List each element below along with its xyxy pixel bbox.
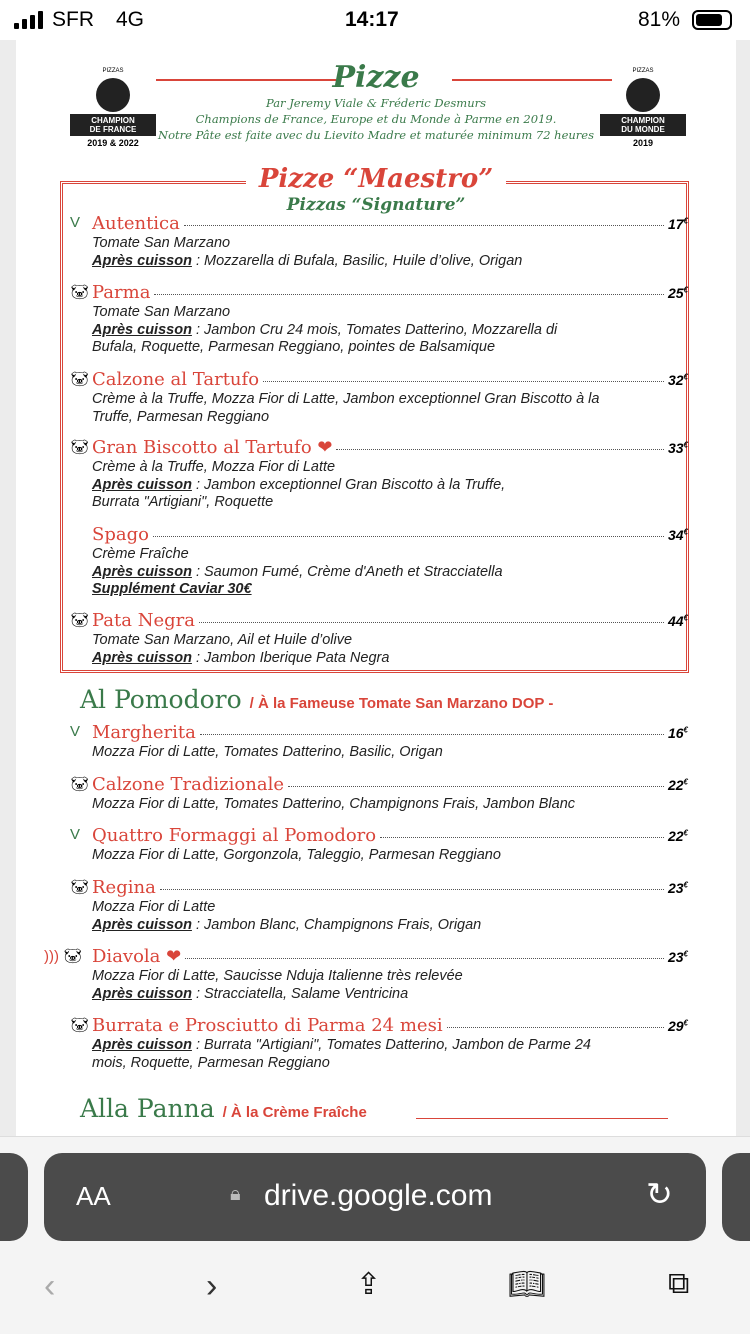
forward-icon[interactable]: › bbox=[206, 1267, 218, 1305]
description-text: Bufala, Roquette, Parmesan Reggiano, pointes de Balsamique bbox=[92, 339, 496, 355]
item-name: Regina bbox=[92, 877, 156, 898]
dot-leader bbox=[263, 381, 664, 382]
battery-icon bbox=[692, 10, 732, 30]
item-description bbox=[92, 459, 688, 477]
description-text: Crème à la Truffe, Mozza Fior di Latte bbox=[92, 459, 336, 475]
menu-item bbox=[70, 213, 688, 270]
badge-top: PIZZAS bbox=[102, 68, 124, 74]
network: 4G bbox=[116, 8, 145, 31]
tabs-icon[interactable]: ⧉ bbox=[668, 1267, 690, 1300]
menu-item bbox=[70, 1015, 688, 1072]
pork-icon: 🐷︎ bbox=[70, 284, 90, 301]
share-icon[interactable]: ⇪ bbox=[356, 1268, 382, 1301]
item-name: Gran Biscotto al Tartufo ❤ bbox=[92, 437, 333, 458]
description-text: Mozza Fior di Latte, Saucisse Nduja Italienne très relevée bbox=[92, 968, 463, 984]
price-value: 32 bbox=[667, 372, 684, 388]
dot-leader bbox=[380, 837, 664, 838]
after-cooking-label: Après cuisson bbox=[92, 321, 192, 338]
currency: € bbox=[683, 613, 688, 623]
previous-tab-pill[interactable] bbox=[0, 1153, 28, 1241]
badge-top: PIZZAS bbox=[632, 68, 654, 74]
pork-icon: 🐷︎ bbox=[70, 776, 90, 793]
next-tab-pill[interactable] bbox=[722, 1153, 750, 1241]
item-price bbox=[668, 372, 688, 388]
section-name: Al Pomodoro bbox=[80, 685, 242, 714]
item-name: Margherita bbox=[92, 722, 196, 743]
currency: € bbox=[683, 285, 688, 295]
currency: € bbox=[683, 880, 688, 890]
currency: € bbox=[683, 828, 688, 838]
description-text: Tomate San Marzano, Ail et Huile d’olive bbox=[92, 632, 353, 648]
description-text: : Jambon Cru 24 mois, Tomates Datterino, Mozzarella di bbox=[191, 321, 558, 338]
section-title-panna bbox=[80, 1094, 367, 1123]
item-name: Quattro Formaggi al Pomodoro bbox=[92, 825, 377, 846]
item-description bbox=[92, 494, 688, 512]
description-text: Burrata "Artigiani", Roquette bbox=[92, 494, 274, 510]
after-cooking-label: Après cuisson bbox=[92, 985, 192, 1002]
badge-text: DU MONDE bbox=[621, 125, 665, 134]
section-title-maestro: Pizze “Maestro” bbox=[258, 164, 494, 194]
item-price bbox=[668, 777, 688, 793]
price-value: 22 bbox=[667, 828, 684, 844]
section-subtitle-maestro: Pizzas “Signature” bbox=[286, 195, 466, 215]
item-description bbox=[92, 235, 688, 253]
item-name: Burrata e Prosciutto di Parma 24 mesi bbox=[92, 1015, 443, 1036]
price-value: 22 bbox=[667, 777, 684, 793]
item-price bbox=[668, 216, 688, 232]
dot-leader bbox=[153, 536, 664, 537]
item-name: Calzone Tradizionale bbox=[92, 774, 284, 795]
section-subtitle: / À la Fameuse Tomate San Marzano DOP - bbox=[249, 695, 554, 712]
item-description bbox=[92, 304, 688, 322]
item-price bbox=[668, 880, 688, 896]
description-text: : Jambon exceptionnel Gran Biscotto à la Truffe, bbox=[191, 476, 506, 493]
price-value: 44 bbox=[667, 613, 684, 629]
item-description bbox=[92, 1037, 688, 1055]
description-text: : Burrata "Artigiani", Tomates Datterino, Jambon de Parme 24 bbox=[191, 1037, 591, 1053]
item-price bbox=[668, 285, 688, 301]
item-description bbox=[92, 744, 688, 762]
description-text: : Jambon Blanc, Champignons Frais, Origan bbox=[191, 916, 482, 933]
item-description bbox=[92, 1055, 688, 1073]
description-text: Mozza Fior di Latte, Tomates Datterino, Champignons Frais, Jambon Blanc bbox=[92, 796, 576, 812]
menu-item bbox=[70, 610, 688, 667]
reload-icon[interactable]: ↻ bbox=[646, 1176, 673, 1212]
section-subtitle: / À la Crème Fraîche bbox=[222, 1104, 367, 1121]
description-text: Tomate San Marzano bbox=[92, 235, 231, 251]
badge-year: 2019 & 2022 bbox=[87, 138, 139, 148]
dot-leader bbox=[200, 734, 664, 735]
after-cooking-label: Après cuisson bbox=[92, 563, 192, 580]
currency: € bbox=[683, 725, 688, 735]
description-text: : Saumon Fumé, Crème d'Aneth et Stracciatella bbox=[191, 563, 503, 580]
vegetarian-icon: V bbox=[70, 214, 81, 231]
spicy-icon: ))) bbox=[44, 948, 59, 965]
reader-text-size-button[interactable]: AA bbox=[76, 1181, 111, 1211]
currency: € bbox=[683, 216, 688, 226]
item-description bbox=[92, 253, 688, 271]
item-description bbox=[92, 986, 688, 1004]
status-bar bbox=[0, 0, 750, 40]
after-cooking-label: Supplément Caviar 30€ bbox=[92, 581, 252, 597]
menu-item bbox=[70, 774, 688, 814]
pork-icon: ))) 🐷︎ bbox=[44, 948, 83, 965]
description-text: : Mozzarella di Bufala, Basilic, Huile d’olive, Origan bbox=[191, 252, 523, 269]
item-price bbox=[668, 949, 688, 965]
description-text: Truffe, Parmesan Reggiano bbox=[92, 408, 270, 425]
item-description bbox=[92, 564, 688, 582]
after-cooking-label: Après cuisson bbox=[92, 252, 192, 269]
price-value: 33 bbox=[667, 440, 684, 456]
price-value: 17 bbox=[667, 216, 684, 232]
currency: € bbox=[683, 949, 688, 959]
item-name: Parma bbox=[92, 282, 151, 303]
item-name: Spago bbox=[92, 524, 149, 545]
pork-icon: 🐷︎ bbox=[70, 1017, 90, 1034]
item-description bbox=[92, 968, 688, 986]
pork-icon: 🐷︎ bbox=[70, 371, 90, 388]
item-description bbox=[92, 391, 688, 409]
description-text: Tomate San Marzano bbox=[92, 304, 231, 320]
item-description bbox=[92, 322, 688, 340]
dot-leader bbox=[199, 622, 664, 623]
dot-leader bbox=[160, 889, 664, 890]
vegetarian-icon: V bbox=[70, 723, 81, 740]
back-icon[interactable]: ‹ bbox=[44, 1267, 56, 1305]
badge-text: CHAMPION bbox=[621, 116, 665, 125]
signal-icon bbox=[14, 11, 43, 29]
item-description bbox=[92, 650, 688, 668]
divider bbox=[416, 1118, 668, 1119]
section-name: Alla Panna bbox=[80, 1094, 215, 1123]
vegetarian-icon: V bbox=[70, 826, 81, 843]
badge-year: 2019 bbox=[632, 138, 654, 148]
carrier: SFR bbox=[52, 8, 94, 31]
section-title-pomodoro bbox=[80, 685, 553, 714]
item-price bbox=[668, 1018, 688, 1034]
price-value: 29 bbox=[667, 1018, 684, 1034]
item-description bbox=[92, 917, 688, 935]
after-cooking-label: Après cuisson bbox=[92, 916, 192, 933]
pork-icon: 🐷︎ bbox=[70, 612, 90, 629]
dot-leader bbox=[288, 786, 664, 787]
pork-icon: 🐷︎ bbox=[70, 879, 90, 896]
after-cooking-label: Après cuisson bbox=[92, 1037, 192, 1053]
time: 14:17 bbox=[345, 8, 399, 31]
item-price bbox=[668, 828, 688, 844]
description-text: : Jambon Iberique Pata Negra bbox=[191, 649, 390, 666]
item-description bbox=[92, 581, 688, 599]
subtitle: Notre Pâte est faite avec du Lievito Madre et maturée minimum 72 heures bbox=[158, 128, 594, 142]
price-value: 23 bbox=[667, 949, 684, 965]
menu-item bbox=[70, 722, 688, 762]
description-text: Mozza Fior di Latte bbox=[92, 899, 216, 915]
dot-leader bbox=[185, 958, 664, 959]
pork-icon: 🐷︎ bbox=[70, 439, 90, 456]
menu-item bbox=[70, 369, 688, 426]
after-cooking-label: Après cuisson bbox=[92, 649, 192, 666]
item-description bbox=[92, 409, 688, 427]
bookmarks-icon[interactable]: 📖︎ bbox=[508, 1268, 547, 1301]
item-price bbox=[668, 527, 688, 543]
currency: € bbox=[683, 527, 688, 537]
price-value: 25 bbox=[667, 285, 684, 301]
description-text: Mozza Fior di Latte, Tomates Datterino, Basilic, Origan bbox=[92, 744, 443, 760]
currency: € bbox=[683, 440, 688, 450]
item-description bbox=[92, 796, 688, 814]
description-text: Crème à la Truffe, Mozza Fior di Latte, Jambon exceptionnel Gran Biscotto à la bbox=[92, 391, 600, 407]
after-cooking-label: Après cuisson bbox=[92, 476, 192, 493]
item-price bbox=[668, 613, 688, 629]
dot-leader bbox=[154, 294, 664, 295]
subtitle: Par Jeremy Viale & Fréderic Desmurs bbox=[265, 96, 487, 110]
browser-toolbar bbox=[0, 1136, 750, 1334]
menu-item bbox=[70, 282, 688, 357]
currency: € bbox=[683, 1018, 688, 1028]
menu-item bbox=[70, 437, 688, 512]
price-value: 16 bbox=[667, 725, 684, 741]
dot-leader bbox=[184, 225, 664, 226]
item-name: Diavola ❤ bbox=[92, 946, 182, 967]
menu-item bbox=[70, 877, 688, 934]
item-name: Pata Negra bbox=[92, 610, 195, 631]
dot-leader bbox=[336, 449, 663, 450]
currency: € bbox=[683, 777, 688, 787]
url-text[interactable]: drive.google.com bbox=[264, 1179, 493, 1212]
menu-item bbox=[92, 524, 688, 599]
menu-document bbox=[16, 40, 736, 1140]
price-value: 34 bbox=[667, 527, 684, 543]
badge-text: CHAMPION bbox=[91, 116, 135, 125]
item-description bbox=[92, 899, 688, 917]
description-text: Mozza Fior di Latte, Gorgonzola, Taleggio, Parmesan Reggiano bbox=[92, 847, 501, 863]
lock-icon: 🔒︎ bbox=[230, 1183, 241, 1205]
item-price bbox=[668, 440, 688, 456]
badge-text: DE FRANCE bbox=[89, 125, 137, 134]
price-value: 23 bbox=[667, 880, 684, 896]
item-description bbox=[92, 477, 688, 495]
item-description bbox=[92, 339, 688, 357]
currency: € bbox=[683, 372, 688, 382]
item-description bbox=[92, 546, 688, 564]
item-description bbox=[92, 847, 688, 865]
item-price bbox=[668, 725, 688, 741]
description-text: : Stracciatella, Salame Ventricina bbox=[191, 985, 409, 1002]
address-bar[interactable] bbox=[44, 1153, 706, 1241]
description-text: mois, Roquette, Parmesan Reggiano bbox=[92, 1054, 330, 1071]
item-description bbox=[92, 632, 688, 650]
menu-item bbox=[44, 946, 688, 1003]
description-text: Crème Fraîche bbox=[92, 546, 189, 562]
page-title: Pizze bbox=[332, 60, 420, 95]
item-name: Autentica bbox=[92, 213, 180, 234]
battery-percent: 81% bbox=[638, 8, 681, 31]
subtitle: Champions de France, Europe et du Monde à Parme en 2019. bbox=[195, 112, 557, 126]
dot-leader bbox=[447, 1027, 664, 1028]
item-name: Calzone al Tartufo bbox=[92, 369, 260, 390]
menu-item bbox=[70, 825, 688, 865]
